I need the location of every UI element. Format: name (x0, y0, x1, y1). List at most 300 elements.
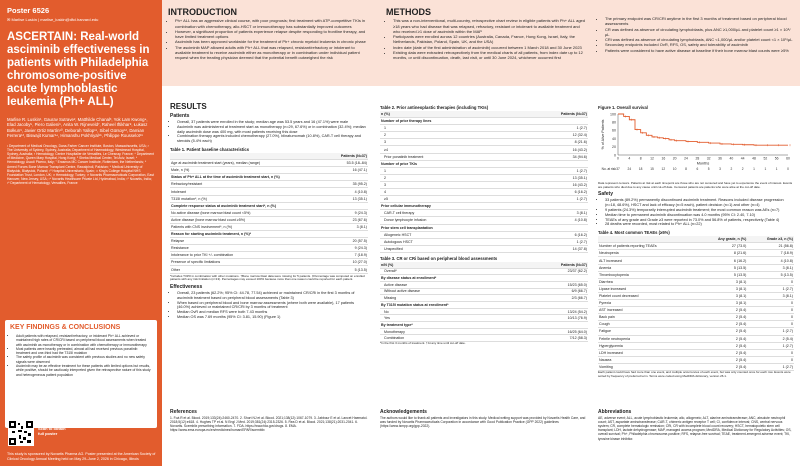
table-cell: Diarrhea (598, 278, 697, 285)
table-row (380, 139, 588, 146)
table-cell: 3 (8.1) (697, 278, 747, 285)
table-row (380, 196, 588, 203)
table-row (598, 292, 794, 299)
table-cell: 21 (56.8) (747, 243, 794, 250)
table-cell: 1 (2.7) (747, 285, 794, 292)
table-cell: 6 (16.2) (697, 257, 747, 264)
table-cell: Missing (380, 295, 528, 302)
y-tick-label: 80 (612, 120, 616, 125)
qr-label: Scan to obtain full poster (38, 426, 66, 436)
list-item: • Asciminib may be an effective treatment for these patients with limited options but results, while positive, should be cautiously interpreted given the retrospective nature of this study and heterogeneous patient population (16, 364, 152, 377)
qr-code-icon (9, 421, 33, 445)
author-list: Marlise R. Luskin¹, Gaurav Sutrave², Matthilde Chanal³, Yok Lam Kwong⁴, Elad Jacoby⁵, Piero Galieni⁶, Anita W. Rijneveld⁷, Raheel Iftikhar⁸, Łukasz Bołkun⁹, Javier Ortiz Martín¹⁰, Deborah Yallop¹¹, Sibel Gürsoy¹², Damian Ferrera¹³, Biswajit Kumar¹⁴, Himanshu Pokhriyal¹⁵, Philippe Rousselot¹⁶ (7, 117, 148, 139)
table-row (170, 195, 368, 202)
table-cell: Intolerant (170, 188, 328, 195)
table-cell: Pyrexia (598, 300, 697, 307)
table-cell: 9 (24.3) (328, 245, 368, 252)
table-cell: 1 (380, 125, 517, 132)
table-cell: 10 (27.0) (328, 259, 368, 266)
table-cell: T315I mutation*, n (%) (170, 195, 328, 202)
table-cell: 2 (5.4) (697, 314, 747, 321)
table-cell: 13/24 (54.2) (528, 308, 588, 315)
table-cell: Prior ponatinib treatment (380, 153, 517, 160)
table-cell: Number of patients reporting TEAEs (598, 243, 697, 250)
table-cell: 23/37 (62.2) (528, 268, 588, 275)
table3-response (380, 262, 588, 342)
poster-sidebar (0, 0, 162, 466)
table-cell: 2/3 (66.7) (528, 295, 588, 302)
table-cell: 13 (35.1) (328, 195, 368, 202)
table-row (598, 328, 794, 335)
acknowledgements-title: Acknowledgements (380, 409, 427, 415)
abbreviations-section (598, 410, 794, 441)
list-item: • The safety profile of asciminib was consistent with previous studies and no new safety signals were observed (16, 355, 152, 364)
methods-list (386, 18, 588, 60)
list-item: • Participants were enrolled across 12 countries (Australia, Canada, France, Hong Kong, Israel, Italy, the Netherlands, Pakistan, Poland, Spain, UK, and the USA) (393, 34, 588, 45)
table-cell: CAR-T cell therapy (380, 210, 517, 217)
at-risk-label: 10 (672, 167, 677, 171)
table3-note: *In the first 3 months of treatment. †At any time until cut-off date. (380, 341, 466, 346)
x-tick-label: 28 (695, 156, 700, 161)
table-row (598, 285, 794, 292)
table-cell (328, 231, 368, 238)
table-row (380, 125, 588, 132)
table-cell: 16 (47.1) (328, 167, 368, 174)
list-item: • Ph+ ALL has an aggressive clinical course, with poor prognosis; first treatment with ATP-competitive TKIs in combination with chemotherapy, allo-HSCT or immunotherapy has substantially improved outcomes (175, 18, 368, 29)
table-cell: Lipase increased (598, 285, 697, 292)
table-cell: 7 (18.9) (328, 252, 368, 259)
table-cell: Intolerance to prior TKI +/- combination (170, 252, 328, 259)
references-section (170, 410, 370, 432)
table-cell: 6 (16.2) (517, 231, 588, 238)
safety-text (598, 198, 794, 227)
table1-note: *Includes T315I in combination with other mutations. †Bone marrow blast data were missing for 5 patients. ‡Percentage was computed on enrolled patients with any risk limitation (n=13). Percentages may exceed 100% because more than one reason could be reported for each patient. (170, 273, 365, 282)
table-cell: No active disease (bone marrow blast count <5%) (170, 209, 328, 216)
table-cell: 20 (57.5) (328, 238, 368, 245)
list-item: • TEAEs of any grade and Grade ≥3 were reported in 73.0% and 56.8% of patients, respectively (Table 4) (605, 218, 794, 223)
table-row (380, 181, 588, 188)
table-cell: By T315I mutation status at enrollment* (380, 302, 528, 309)
table-cell: 2 (5.4) (697, 356, 747, 363)
table-cell: Thrombocytopenia (598, 271, 697, 278)
references-title: References (170, 409, 197, 415)
table-cell: 10/13 (76.9) (528, 315, 588, 322)
table-cell (528, 302, 588, 309)
x-tick-label: 12 (650, 156, 654, 161)
at-risk-label: 1 (753, 167, 755, 171)
table-cell: 15/23 (65.0) (528, 281, 588, 288)
key-findings-box (5, 320, 157, 428)
references-text: 1. Foà R et al. Blood. 2019;133(24):2460-2470. 2. Short NJ et al. Blood. 2021;138(12):1067-1079. 3. Jabbour E et al. Lancet Haematol. 2018;5(12):e618. 4. Hughes TP et al. N Engl J Med. 2019;381(24):2315-2326. 5. Rea D et al. Blood. 2021;138(21):2031-2041. 6. Novartis. Scemblix prescribing information. 7. FDA. https://www.fda.gov/drugs. 8. EMA. https://www.ema.europa.eu/en/medicines/human/EPAR/scemblix (170, 416, 368, 433)
table-cell: 0 (747, 321, 794, 328)
table-row (598, 300, 794, 307)
table-row (380, 203, 588, 210)
sponsor-footer: This study is sponsored by Novartis Pharma AG. Poster presented at the American Society of Clinical Oncology Annual Meeting held on May 29–June 2, 2026 in Chicago, Illinois (7, 452, 156, 461)
table-cell: 1 (2.7) (747, 342, 794, 349)
table-cell: Reason for starting asciminib treatment, n (%)* (170, 231, 328, 238)
list-item: • Existing data were extracted retrospectively from the medical charts of all patients, from index date up to 12 months, or until discontinuation, death, last visit, or until 30 June 2024, whichever occurred first (393, 50, 588, 61)
table-cell: Patients with CNS involvement*, n (%) (170, 223, 328, 230)
at-risk-label: 8 (685, 167, 687, 171)
table-cell: Number of prior therapy lines (380, 118, 517, 125)
table-cell: AST increased (598, 307, 697, 314)
table-row (380, 167, 588, 174)
table-cell: Resistance (170, 245, 328, 252)
table-cell: 0 (747, 300, 794, 307)
table-cell: 35 (95.2) (328, 181, 368, 188)
table-cell: 14 (37.8) (517, 245, 588, 252)
column-header (598, 236, 697, 243)
table-row (598, 321, 794, 328)
table2-prior-therapies (380, 111, 588, 253)
results-column (170, 102, 368, 320)
os-curve (618, 114, 788, 145)
table-row (170, 188, 368, 195)
y-tick-label: 60 (612, 128, 616, 133)
list-item: • CRi was defined as absence of circulating lymphoblasts, ANC <1,000/µL and/or platelet count <1 × 10⁵/µL (605, 37, 794, 42)
x-tick-label: 56 (774, 156, 779, 161)
endpoints-list (598, 16, 794, 53)
table-cell: LDH increased (598, 349, 697, 356)
table-cell: Yes (380, 315, 528, 322)
x-tick-label: 0 (617, 156, 619, 161)
at-risk-label: 3 (719, 167, 721, 171)
table-row (380, 322, 588, 329)
table-cell: 0 (747, 356, 794, 363)
at-risk-label: 1 (764, 167, 767, 171)
table4-note: Each patient could have had more than one event, and multiple occurrences of each event, but was only counted once for each row. Events were sorted by frequency of preferred term. Terms were coded using MedDRA dictionary, version 26.1. (598, 369, 791, 378)
y-tick-label: 40 (612, 136, 616, 141)
at-risk-label: 2 (741, 167, 744, 171)
table-cell: 1 (2.7) (747, 328, 794, 335)
table-row (170, 231, 368, 238)
column-header: n (%) (380, 111, 517, 118)
table-cell: Nausea (598, 356, 697, 363)
table-cell: Refractory/resistant (170, 181, 328, 188)
table-cell: 2 (5.4) (697, 335, 747, 342)
list-item: • 33 patients (89.2%) permanently discontinued asciminib treatment. Reasons included disease progression (n=18, 48.6%), HSCT and lack of efficacy (n=5 each), patient decision (n=1) and other (n=4) (605, 198, 794, 208)
table-cell: 2 (5.4) (697, 307, 747, 314)
table-cell: 3 (8.1) (328, 223, 368, 230)
list-item: • Secondary endpoints included OvR, RFS, OS, safety and tolerability of asciminib (605, 42, 794, 47)
table-cell: 3 (380, 181, 517, 188)
table-cell: Autologous HSCT (380, 238, 517, 245)
table-row (380, 231, 588, 238)
column-header (170, 153, 328, 160)
list-item: • Asciminib has been approved worldwide for the treatment of Ph+ chronic myeloid leukemia in chronic phase (175, 39, 368, 44)
table-header-row (598, 236, 794, 243)
table-row (598, 243, 794, 250)
table-row (380, 268, 588, 275)
table-cell: 5 (13.5) (747, 271, 794, 278)
table-row (380, 118, 588, 125)
table-cell: 2 (5.4) (697, 328, 747, 335)
column-header: Patients (N=37) (328, 153, 368, 160)
table-cell: Combination (380, 335, 528, 342)
at-risk-label: 6 (696, 167, 699, 171)
table-cell: Other (170, 266, 328, 273)
list-item: • 9 patients (24.3%) temporarily interrupted asciminib treatment; the most common reason was AEs (n=7) (605, 208, 794, 213)
table-cell: 16/25 (64.0) (528, 328, 588, 335)
table-row (380, 217, 588, 224)
table-row (598, 264, 794, 271)
table-row (380, 295, 588, 302)
y-axis-label: % of Alive Patients (601, 119, 605, 150)
table-cell: 16 (43.2) (517, 181, 588, 188)
table-row (380, 308, 588, 315)
table-cell: 1 (380, 167, 517, 174)
introduction-list (168, 18, 368, 60)
table-row (598, 278, 794, 285)
at-risk-label: 5 (707, 167, 710, 171)
table-cell: 34 (94.6) (517, 153, 588, 160)
table-cell: Presence of specific limitations (170, 259, 328, 266)
table-cell: 2 (5.4) (697, 363, 747, 370)
endpoints-section (598, 16, 794, 53)
table-row (170, 216, 368, 223)
table-cell: Vomiting (598, 363, 697, 370)
table-cell (528, 322, 588, 329)
at-risk-label: 37 (616, 167, 620, 171)
table-row (380, 275, 588, 282)
table-cell: 0 (747, 307, 794, 314)
list-item: • Adult patients with relapsed, resistant/refractory, or intolerant Ph+ ALL achieved or maintained high rates of CR/CRi based on peripheral blood assessments when treated with asciminib as monotherapy or in combination with chemotherapy or immunotherapy (16, 334, 152, 347)
column-header: Patients (N=37) (528, 262, 588, 268)
table-cell: ALT increased (598, 257, 697, 264)
table-cell: 1 (2.7) (747, 363, 794, 370)
x-tick-label: 16 (661, 156, 666, 161)
table-cell: 3 (8.1) (747, 292, 794, 299)
table-row (598, 342, 794, 349)
table-cell: By treatment type* (380, 322, 528, 329)
abbreviations-text: AE, adverse event; ALL, acute lymphoblastic leukemia; allo, allogeneic; ALT, alanine aminotransferase; ANC, absolute neutrophil count; AST, aspartate aminotransferase; CAR-T, chimeric antigen receptor T cell; CI, confidence interval; CNS, central nervous system; CR, complete hematologic remission; CRi, CR with incomplete blood count recovery; HSCT, hematopoietic stem cell transplant; LDH, lactate dehydrogenase; MAP, managed access program; MedDRA, Medical Dictionary for Regulatory Activities; OS, overall survival; Ph+, Philadelphia chromosome-positive; RFS, relapse-free survival; TEAE, treatment-emergent adverse event; TKI, tyrosine kinase inhibitor. (598, 416, 792, 441)
list-item: • Most patients were heavily pretreated, almost all had received previous ponatinib treatment and one-third had the T315I mutation (16, 347, 152, 356)
table-cell: 0 (747, 314, 794, 321)
x-tick-label: 36 (718, 156, 722, 161)
table-cell: Active disease (bone marrow blast count ≥5%) (170, 216, 328, 223)
table-cell: 3 (8.1) (697, 292, 747, 299)
table-row (380, 210, 588, 217)
table-cell: Without active disease (380, 288, 528, 295)
x-tick-label: 8 (639, 156, 642, 161)
table-row (380, 302, 588, 309)
list-item: • Asciminib was administered at treatment start as monotherapy (n=29, 67.6%) or in combination (32.4%); median daily asciminib dose was 400 mg, with most patients receiving this dose (177, 125, 368, 135)
table-cell: 2 (5.4) (697, 342, 747, 349)
table-cell: Age at asciminib treatment start (years), median (range) (170, 160, 328, 167)
column-header: Patients (N=37) (517, 111, 588, 118)
table-row (598, 356, 794, 363)
x-tick-label: 20 (672, 156, 677, 161)
table-row (380, 245, 588, 252)
table-cell (517, 203, 588, 210)
table-row (170, 266, 368, 273)
table3-caption: Table 3. CR or CRi based on peripheral blood assessments (380, 255, 498, 261)
table-cell: 3 (8.1) (517, 210, 588, 217)
table-cell: 23 (67.6) (328, 216, 368, 223)
table-cell: 8 (21.6) (517, 139, 588, 146)
table-cell: 2 (5.4) (747, 335, 794, 342)
table-cell: Overall* (380, 268, 528, 275)
table-row (598, 250, 794, 257)
methods-title: METHODS (386, 7, 431, 17)
table-cell: ≥5 (380, 196, 517, 203)
y-tick-label: 0 (614, 153, 616, 158)
table-cell (517, 118, 588, 125)
x-tick-label: 24 (684, 156, 688, 161)
at-risk-label: 15 (650, 167, 654, 171)
table-row (598, 257, 794, 264)
table-row (380, 238, 588, 245)
x-tick-label: 4 (628, 156, 631, 161)
table-cell: 6/9 (66.7) (528, 288, 588, 295)
table-cell: Unspecified (380, 245, 517, 252)
table-cell: 16 (43.2) (517, 146, 588, 153)
table-row (170, 245, 368, 252)
x-tick-label: 52 (763, 156, 768, 161)
table-header-row (170, 153, 368, 160)
table-cell: 5 (13.5) (328, 266, 368, 273)
table-row (170, 167, 368, 174)
table-cell: Febrile neutropenia (598, 335, 697, 342)
table-cell: 1 (2.7) (517, 167, 588, 174)
acknowledgements-text: The authors would like to thank all patients and investigators in this study. Medical writing support was provided by Novartis Health Care, and was funded by Novartis Pharmaceuticals Corporation in accordance with Good Publication Practice (GPP 2022) guidelines (https://www.ismpp.org/gpp-2022). (380, 416, 586, 429)
results-title: RESULTS (170, 102, 207, 111)
table-cell: 3 (8.1) (747, 264, 794, 271)
at-risk-label: 0 (787, 167, 789, 171)
table-row (598, 335, 794, 342)
at-risk-label: 1 (775, 167, 778, 171)
table-cell: 27 (73.0) (697, 243, 747, 250)
table-cell: Allogeneic HSCT (380, 231, 517, 238)
table-row (170, 202, 368, 209)
list-item: • Index date (date of the first administration of asciminib) occurred between 1 March 2018 and 30 June 2023 (393, 45, 588, 50)
list-item: • Patients were considered to have active disease at baseline if their bone marrow blast counts were ≥5% (605, 48, 794, 53)
table-cell: 8 (21.6) (697, 250, 747, 257)
table-cell: 7 (18.9) (747, 250, 794, 257)
table-cell: Complete response status at asciminib treatment start*, n (%) (170, 202, 328, 209)
table-cell: 6 (16.2) (517, 189, 588, 196)
table-row (380, 224, 588, 231)
table-cell: Anemia (598, 264, 697, 271)
table-cell: 5 (13.5) (697, 271, 747, 278)
table-row (598, 349, 794, 356)
patients-text (170, 120, 368, 144)
table-row (380, 146, 588, 153)
table-cell: By disease status at enrollment* (380, 275, 528, 282)
table4-teaes (598, 236, 794, 371)
table-cell: Donor lymphocyte infusion (380, 217, 517, 224)
abbreviations-title: Abbreviations (598, 409, 632, 415)
key-findings-title: KEY FINDINGS & CONCLUSIONS (10, 324, 121, 331)
table-row (380, 328, 588, 335)
contact-email[interactable]: ✉ Marlise Luskin | marlise_luskin@dfci.harvard.edu (7, 17, 99, 22)
affiliations: ¹ Department of Medical Oncology, Dana-Farber Cancer Institute, Boston, Massachusetts, USA; ² The University of Sydney, Sydney, Australia; Department of Haematology, Westmead Hospital, Sydney, Australia; ³ Hematology, Centre Hospitalier de Versailles, Le Chesnay, France; ⁴ Department of Medicine, Queen Mary Hospital, Hong Kong; ⁵ Sheba Medical Center, Tel Aviv, Israel; ⁶ Hematology, Ascoli Piceno, Italy; ⁷ Erasmus MC Cancer Institute, Rotterdam, the Netherlands; ⁸ Armed Forces Bone Marrow Transplant Centre, Rawalpindi, Pakistan; ⁹ Medical University of Białystok, Białystok, Poland; ¹⁰ Hospital Universitario, Spain; ¹¹ King's College Hospital NHS Foundation Trust, London, UK; ¹² Hematology, Turkey; ¹³ Novartis Pharmaceuticals Corporation, East Hanover, New Jersey, USA; ¹⁴ Novartis Healthcare Private Ltd, Hyderabad, India; ¹⁵ Novartis, India; ¹⁶ Department of Hematology, Versailles, France (7, 143, 154, 186)
table-cell: 5 (13.5) (697, 264, 747, 271)
safety-heading: Safety (598, 191, 614, 198)
x-tick-label: 44 (740, 156, 745, 161)
list-item: • Combination therapy agents included chemotherapy (27.0%), blinatumomab (10.8%), CAR-T cell therapy and steroids (5.4% each) (177, 134, 368, 144)
x-tick-label: 32 (706, 156, 711, 161)
list-item: • 28 deaths were recorded, most related to Ph+ ALL (n=22) (605, 222, 794, 227)
table-row (170, 160, 368, 167)
table-row (380, 174, 588, 181)
at-risk-title: No. at risk (601, 167, 616, 171)
table-cell: 0 (747, 278, 794, 285)
key-findings-list (10, 334, 152, 377)
list-item: • Median OvR and median RFS were both 7.43 months (177, 310, 368, 315)
list-item: • However, a significant proportion of patients experience relapse despite responding to frontline therapy, and have limited treatment options (175, 29, 368, 40)
qr-code[interactable] (8, 420, 34, 446)
list-item: • Overall, 37 patients were enrolled in the study; median age was 53.5 years and 16 (47.1%) were male (177, 120, 368, 125)
table-cell: 1 (2.7) (517, 196, 588, 203)
os-chart (598, 111, 794, 177)
table-row (170, 209, 368, 216)
table-cell: Back pain (598, 314, 697, 321)
table-cell: 12 (32.4) (517, 132, 588, 139)
table-row (170, 238, 368, 245)
list-item: • Median OS was 7.69 months (95% CI: 3.81, 15.90) (Figure 1) (177, 315, 368, 320)
table-cell: 0 (747, 349, 794, 356)
introduction-title: INTRODUCTION (168, 7, 237, 17)
table-cell: 4 (380, 189, 517, 196)
at-risk-label: 12 (661, 167, 666, 171)
table-cell (528, 275, 588, 282)
poster-id: Poster 6526 (7, 6, 50, 15)
x-axis-label: Months (696, 161, 710, 166)
table-cell: 2 (5.4) (697, 321, 747, 328)
table-row (170, 223, 368, 230)
column-header: Grade ≥3, n (%) (747, 236, 794, 243)
table-cell: No (380, 308, 528, 315)
table-cell: Prior stem cell transplantation (380, 224, 517, 231)
table-cell: Platelet count decreased (598, 292, 697, 299)
table-cell: Relapse (170, 238, 328, 245)
column-header: Any grade, n (%) (697, 236, 747, 243)
poster-title: ASCERTAIN: Real-world asciminib effectiveness in patients with Philadelphia chromosome-positive acute lymphoblastic leukemia (Ph+ ALL) (7, 31, 150, 108)
table-cell: 53.5 (18–84) (328, 160, 368, 167)
acknowledgements-section (380, 410, 588, 428)
table-cell (328, 174, 368, 181)
list-item: • The asciminib MAP allowed adults with Ph+ ALL that was relapsed, resistant/refractory or intolerant to available treatment to receive asciminib either as monotherapy or in combination under individual patient request when the treating physician deemed that the potential benefit outweighed the risk (175, 45, 368, 61)
x-tick-label: 40 (729, 156, 734, 161)
figure-safety-column (598, 102, 794, 378)
effectiveness-text (170, 291, 368, 320)
table-row (598, 307, 794, 314)
table-cell: Status of Ph+ ALL at the time of asciminib treatment start, n (%) (170, 174, 328, 181)
table-cell: 2 (380, 132, 517, 139)
y-tick-label: 100 (610, 112, 616, 117)
table-cell (328, 202, 368, 209)
table-cell: 2 (5.4) (697, 349, 747, 356)
table-cell: Male, n (%) (170, 167, 328, 174)
x-tick-label: 60 (786, 156, 790, 161)
table-cell: 2 (380, 174, 517, 181)
table-cell: Neutropenia (598, 250, 697, 257)
table-cell (517, 160, 588, 167)
table-cell: Prior cellular immunotherapy (380, 203, 517, 210)
tables-column (380, 102, 588, 346)
table4-caption: Table 4. Most common TEAEs (≥5%) (598, 230, 670, 236)
table-row (598, 314, 794, 321)
table-cell: 9 (24.3) (328, 209, 368, 216)
table-cell: 4 (10.8) (747, 257, 794, 264)
list-item: • Overall, 23 patients (62.2%; 95% CI: 44.78, 77.54) achieved or maintained CR/CRi in the first 3 months of asciminib treatment based on peripheral blood assessments (Table 3) (177, 291, 368, 301)
table-row (170, 174, 368, 181)
table-row (380, 288, 588, 295)
list-item: • The primary endpoint was CR/CRi anytime in the first 3 months of treatment based on peripheral blood assessments (605, 16, 794, 27)
table-cell: 1 (2.7) (517, 238, 588, 245)
table-row (170, 252, 368, 259)
